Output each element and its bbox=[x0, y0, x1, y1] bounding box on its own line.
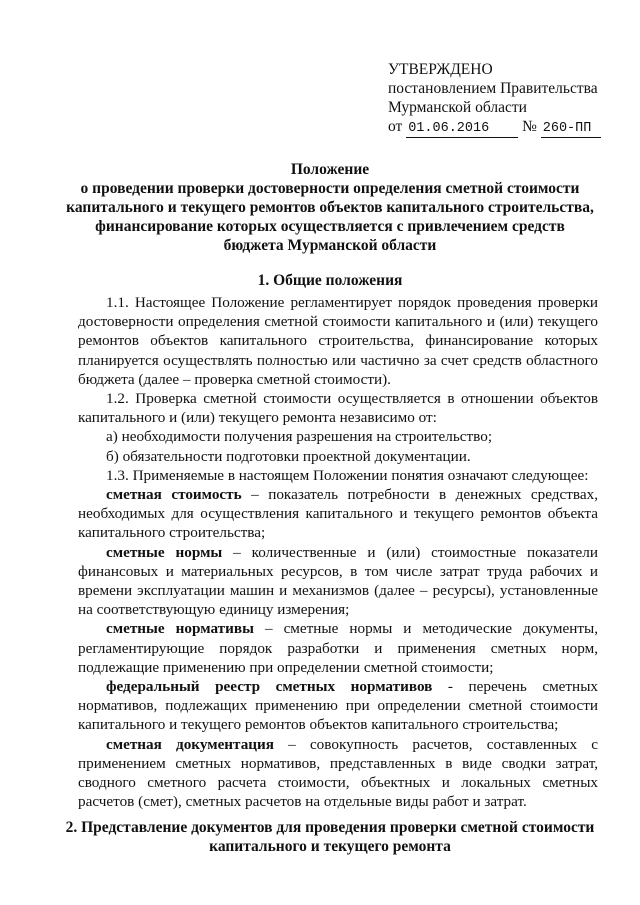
section-2-line-1: 2. Представление документов для проведения проверки сметной стоимости bbox=[65, 819, 595, 836]
paragraph-1-1: 1.1. Настоящее Положение регламентирует порядок проведения проверки достоверности определения сметной стоимости капитального и (или) текущего ремонтов объектов капитального строительства, финансирование которых планируется осуществлять полностью или частично за счет средств областного бюджета (далее – проверка сметной стоимости). bbox=[78, 294, 598, 388]
title-line-3: капитального и текущего ремонтов объектов капитального строительства, bbox=[66, 199, 594, 216]
definition-estimate-docs bbox=[78, 735, 598, 812]
term: сметные нормативы bbox=[106, 620, 254, 638]
definition-text: – показатель потребности в денежных средствах, необходимых для осуществления капитального и текущего ремонтов объекта капитального строительства; bbox=[78, 486, 598, 542]
from-label: от bbox=[388, 118, 403, 135]
approval-title: УТВЕРЖДЕНО bbox=[388, 61, 493, 78]
title-line-1: Положение bbox=[290, 161, 370, 178]
number-label: № bbox=[522, 118, 537, 135]
definition-estimate-norms bbox=[78, 543, 598, 620]
document-title bbox=[60, 160, 600, 255]
approval-date-number bbox=[388, 117, 628, 138]
definition-estimate-standards bbox=[78, 619, 598, 677]
section-1-heading: 1. Общие положения bbox=[257, 272, 403, 289]
definition-federal-register bbox=[78, 677, 598, 735]
approval-by: постановлением Правительства bbox=[388, 80, 598, 97]
term: федеральный реестр сметных нормативов bbox=[106, 678, 433, 696]
title-line-2: о проведении проверки достоверности определения сметной стоимости bbox=[80, 180, 580, 197]
definition-text: – совокупность расчетов, составленных с применением сметных нормативов, представленных в виде сводки затрат, сводного сметного расчета стоимости, объектных и локальных сметных расчетов (смет), сметных расчетов на отдельные виды работ и затрат. bbox=[78, 735, 598, 811]
paragraph-1-2: 1.2. Проверка сметной стоимости осуществляется в отношении объектов капитального и (или) текущего ремонта независимо от: bbox=[78, 390, 598, 427]
definition-text: – количественные и (или) стоимостные показатели финансовых и материальных ресурсов, в том числе затрат труда рабочих и времени эксплуатации машин и механизмов (далее – ресурсы), установленные на соответствующую единицу измерения; bbox=[78, 543, 599, 619]
paragraph-1-3: 1.3. Применяемые в настоящем Положении понятия означают следующее: bbox=[106, 466, 589, 484]
definition-text: – сметные нормы и методические документы, регламентирующие порядок разработки и применения сметных норм, подлежащие применению при определении сметной стоимости; bbox=[78, 620, 598, 676]
title-line-5: бюджета Мурманской области bbox=[223, 237, 437, 254]
paragraph-1-2-b: б) обязательности подготовки проектной документации. bbox=[106, 447, 471, 465]
approval-number: 260-ПП bbox=[541, 121, 601, 138]
approval-region: Мурманской области bbox=[388, 99, 527, 116]
title-line-4: финансирование которых осуществляется с привлечением средств bbox=[95, 218, 565, 235]
definition-estimated-cost bbox=[78, 485, 598, 543]
section-2-line-2: капитального и текущего ремонта bbox=[209, 838, 451, 855]
section-1-body bbox=[78, 293, 598, 811]
paragraph-1-2-a: а) необходимости получения разрешения на строительство; bbox=[106, 428, 493, 446]
definition-text: - перечень сметных нормативов, подлежащих применению при определении сметной стоимости капитального и текущего ремонтов объектов капитального строительства; bbox=[78, 678, 598, 734]
approval-date: 01.06.2016 bbox=[406, 121, 518, 138]
section-2-heading bbox=[60, 818, 600, 856]
term: сметная стоимость bbox=[106, 486, 242, 504]
term: сметные нормы bbox=[106, 543, 223, 561]
approval-stamp bbox=[388, 60, 628, 138]
term: сметная документация bbox=[106, 735, 275, 753]
